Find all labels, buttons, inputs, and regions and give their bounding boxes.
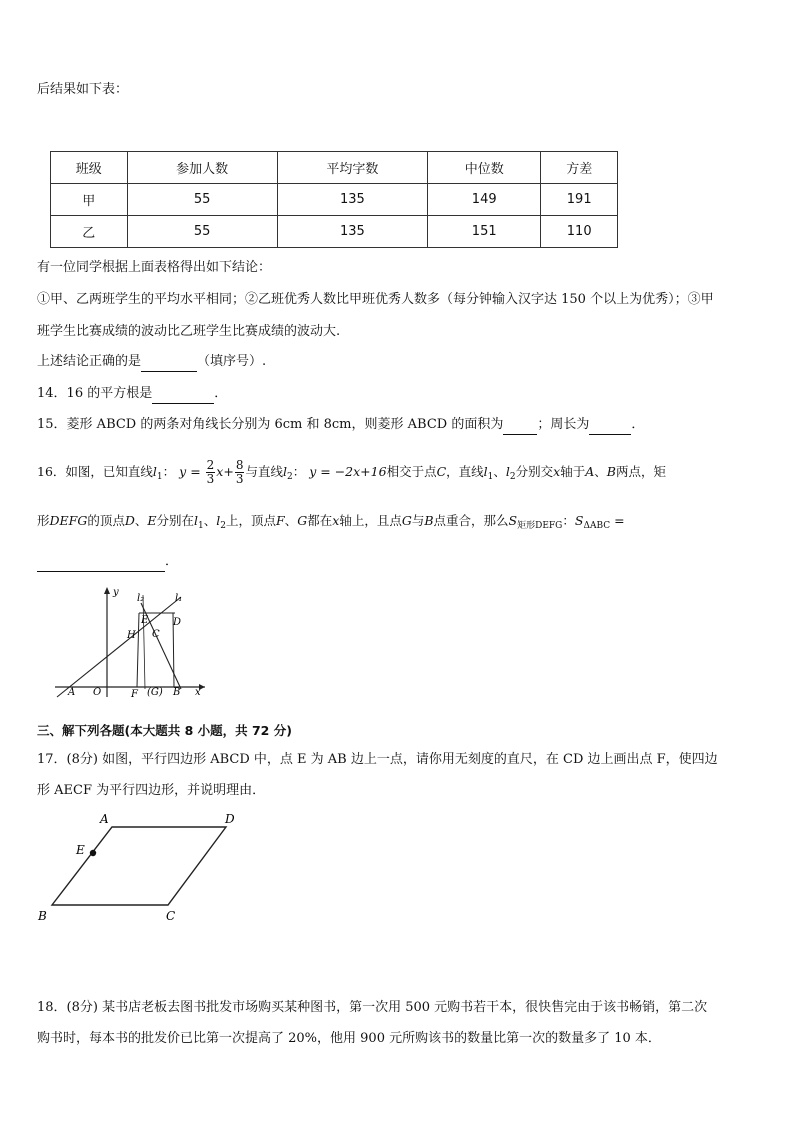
- q17-line2: 形 AECF 为平行四边形，并说明理由．: [37, 783, 266, 798]
- q16-text: 、: [284, 513, 298, 528]
- area-symbol: S: [508, 513, 518, 528]
- q16-answer-blank[interactable]: [37, 557, 165, 572]
- q13-line1: 有一位同学根据上面表格得出如下结论：: [37, 260, 272, 275]
- fig16-label-c: C: [152, 629, 160, 640]
- q13-line2: ①甲、乙两班学生的平均水平相同；②乙班优秀人数比甲班优秀人数多（每分钟输入汉字达 150 个以上为优秀）；③甲: [37, 292, 714, 307]
- fig16-label-h: H: [127, 630, 136, 641]
- q16-text: 16．如图，已知直线: [37, 464, 153, 479]
- q16-text: 轴上，且点: [339, 513, 402, 528]
- fraction-denominator: 3: [206, 472, 215, 486]
- q13-answer-blank[interactable]: [141, 357, 197, 372]
- table-cell: 149: [428, 184, 541, 216]
- point-b-label: B: [606, 464, 616, 479]
- point-f-label: F: [276, 513, 285, 528]
- q16-text: 轴于: [560, 464, 586, 479]
- fig17-label-e: E: [76, 843, 85, 857]
- table-header-row: [51, 152, 618, 184]
- point-a-label: A: [585, 464, 595, 479]
- fig17-label-b: B: [38, 909, 47, 923]
- q17-figure: [36, 810, 246, 925]
- fig16-label-d: D: [173, 617, 182, 628]
- q15-line: [37, 415, 644, 435]
- fraction-2-3: [206, 459, 216, 486]
- q16-text: 与直线: [245, 464, 283, 479]
- q16-text: ，直线: [446, 464, 484, 479]
- q15-perimeter-blank[interactable]: [589, 420, 631, 435]
- q16-end: ．: [165, 554, 179, 569]
- q16-text: ：: [292, 464, 306, 479]
- table-cell: 55: [127, 184, 277, 216]
- table-cell: 135: [277, 184, 427, 216]
- ratio-colon: ：: [562, 513, 575, 528]
- line-l1-label: l: [483, 464, 488, 479]
- table-cell: 55: [127, 216, 277, 248]
- q15-end: ．: [631, 417, 645, 432]
- table-row: [51, 184, 618, 216]
- q14-prompt: 14．16 的平方根是: [37, 386, 153, 401]
- q16-text: ：: [162, 464, 176, 479]
- x-axis-var: x: [332, 513, 340, 528]
- q16-line2: [37, 511, 625, 536]
- table-cell: 110: [541, 216, 618, 248]
- results-table: [50, 151, 618, 248]
- q18-line2: 购书时，每本书的批发价已比第一次提高了 20%，他用 900 元所购该书的数量比第一次的数量多了 10 本．: [37, 1031, 661, 1046]
- table-cell: 151: [428, 216, 541, 248]
- q16-text: 、: [134, 513, 148, 528]
- fig16-label-l2: l₂: [137, 593, 145, 604]
- q16-text: 相交于点: [386, 464, 437, 479]
- fig16-label-y: y: [113, 587, 119, 598]
- rect-defg-label: DEFG: [49, 513, 88, 528]
- line-l1-subscript: 1: [487, 472, 494, 482]
- q14-end: ．: [214, 386, 228, 401]
- area-symbol: S: [574, 513, 584, 528]
- q16-text: 、: [203, 513, 217, 528]
- q13-suffix: （填序号）.: [197, 354, 267, 369]
- eq-var-y: y: [179, 464, 187, 479]
- q16-line1: [37, 454, 666, 495]
- q15-prompt: 15．菱形 ABCD 的两条对角线长分别为 6cm 和 8cm，则菱形 ABCD 的面积为: [37, 417, 504, 432]
- line-l2-subscript: 2: [509, 472, 516, 482]
- q16-text: 分别交: [515, 464, 554, 479]
- rect-left-edge: [137, 613, 139, 687]
- q16-text: 、: [493, 464, 506, 479]
- q13-prompt: 上述结论正确的是: [37, 354, 142, 369]
- q16-text: 形: [37, 513, 50, 528]
- fig16-label-b: B: [173, 687, 181, 698]
- table-row: [51, 216, 618, 248]
- point-e-marker: [90, 850, 96, 856]
- fig16-label-f: F: [131, 689, 138, 700]
- line-l2-subscript: 2: [286, 472, 293, 482]
- table-header-cell: 平均字数: [277, 152, 427, 184]
- table-header-cell: 中位数: [428, 152, 541, 184]
- parallelogram-abcd: [52, 827, 226, 905]
- line-l1-label: l: [194, 513, 199, 528]
- fig16-label-a: A: [68, 687, 76, 698]
- point-g-label: G: [401, 513, 412, 528]
- area-triangle-subscript: ΔABC: [583, 521, 611, 531]
- fig16-label-e: E: [141, 615, 149, 626]
- eq-line-l2: y = −2x+16: [309, 464, 387, 479]
- line-l2-label: l: [505, 464, 510, 479]
- line-l2-subscript: 2: [220, 521, 227, 531]
- point-d-label: D: [124, 513, 135, 528]
- q16-text: 都在: [307, 513, 333, 528]
- fraction-8-3: [235, 459, 245, 486]
- fig16-label-o: O: [93, 687, 102, 698]
- fig16-label-l1: l₁: [175, 593, 183, 604]
- point-e-label: E: [147, 513, 157, 528]
- fig17-label-d: D: [225, 812, 235, 826]
- line-l1-subscript: 1: [156, 472, 163, 482]
- table-header-cell: 班级: [51, 152, 128, 184]
- q18-line1: 18．(8分) 某书店老板去图书批发市场购买某种图书，第一次用 500 元购书若干本，很快售完由于该书畅销，第二次: [37, 1000, 708, 1015]
- point-b-label: B: [424, 513, 434, 528]
- intro-line: 后结果如下表：: [37, 82, 129, 97]
- table-cell: 乙: [51, 216, 128, 248]
- fraction-denominator: 3: [235, 472, 244, 486]
- line-l1-label: l: [152, 464, 157, 479]
- q16-text: 点重合，那么: [433, 513, 509, 528]
- table-cell: 191: [541, 184, 618, 216]
- q13-line3: 班学生比赛成绩的波动比乙班学生比赛成绩的波动大.: [37, 324, 341, 339]
- fraction-numerator: 2: [206, 458, 215, 472]
- q16-text: 上，顶点: [226, 513, 277, 528]
- q15-area-blank[interactable]: [503, 420, 537, 435]
- fig17-label-a: A: [100, 812, 109, 826]
- line-l2-label: l: [216, 513, 221, 528]
- q16-text: 分别在: [156, 513, 195, 528]
- q16-text: 与: [411, 513, 425, 528]
- y-axis-arrow: [104, 587, 110, 594]
- line-l1-subscript: 1: [198, 521, 204, 531]
- table-header-cell: 参加人数: [127, 152, 277, 184]
- fig17-label-c: C: [166, 909, 176, 923]
- eq-equals: =: [190, 464, 201, 479]
- q14-answer-blank[interactable]: [152, 389, 214, 404]
- fig16-label-x: x: [195, 687, 201, 698]
- x-axis-var: x: [553, 464, 561, 479]
- table-header-cell: 方差: [541, 152, 618, 184]
- q16-text: 两点，矩: [615, 464, 666, 479]
- q14-line: [37, 384, 227, 404]
- section3-heading: 三、解下列各题(本大题共 8 小题，共 72 分): [37, 723, 292, 738]
- point-g-label: G: [297, 513, 308, 528]
- q16-text: 、: [594, 464, 607, 479]
- fig16-label-g: (G): [147, 687, 163, 698]
- area-rect-subscript: 矩形DEFG: [517, 521, 563, 531]
- q16-text: 的顶点: [87, 513, 125, 528]
- q13-line4: [37, 352, 266, 372]
- eq-term: x+: [216, 464, 234, 479]
- line-l1: [57, 597, 181, 697]
- q17-line1: 17．(8分) 如图，平行四边形 ABCD 中，点 E 为 AB 边上一点，请你用无刻度的直尺，在 CD 边上画出点 F，使四边: [37, 752, 718, 767]
- line-l2-label: l: [282, 464, 287, 479]
- fraction-numerator: 8: [235, 458, 244, 472]
- table-cell: 甲: [51, 184, 128, 216]
- eq-equals: =: [614, 513, 625, 528]
- q15-mid: ；周长为: [537, 417, 590, 432]
- q16-answer-line: [37, 552, 178, 572]
- table-cell: 135: [277, 216, 427, 248]
- point-c-label: C: [436, 464, 447, 479]
- q16-figure: [55, 585, 215, 700]
